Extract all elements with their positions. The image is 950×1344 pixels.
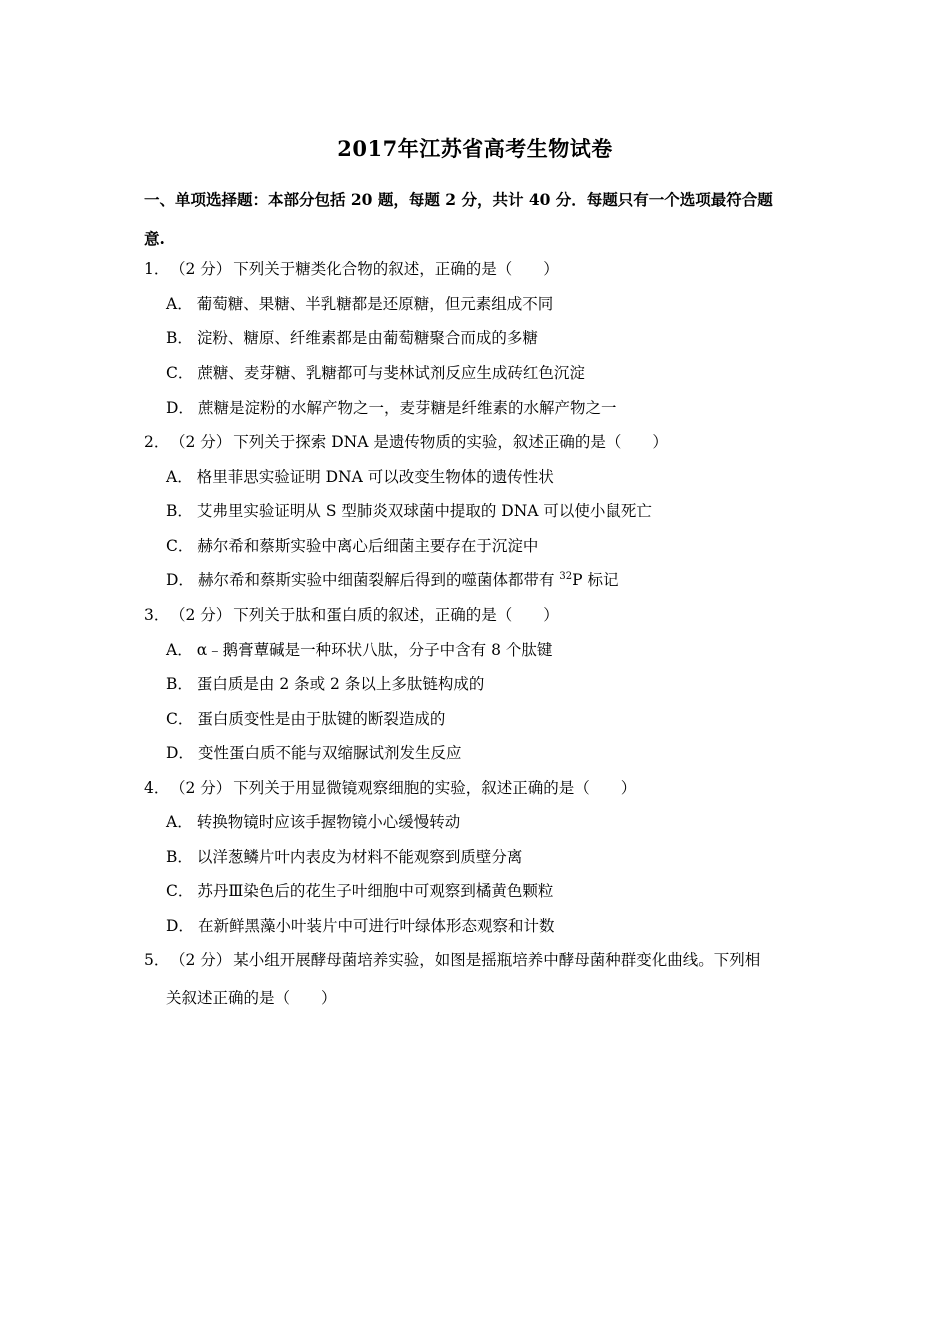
- option-letter: D．: [166, 744, 194, 762]
- option-letter: D．: [166, 917, 194, 935]
- option-text: 在新鲜黑藻小叶装片中可进行叶绿体形态观察和计数: [197, 917, 555, 935]
- option-text: 艾弗里实验证明从 S 型肺炎双球菌中提取的 DNA 可以使小鼠死亡: [196, 502, 652, 520]
- question-2: [144, 429, 814, 455]
- question-3: [144, 602, 814, 628]
- option-letter: C．: [166, 710, 194, 728]
- option-a: [166, 637, 816, 663]
- question-4: [144, 775, 814, 801]
- option-text: 赫尔希和蔡斯实验中离心后细菌主要存在于沉淀中: [197, 537, 539, 555]
- option-text: 以洋葱鳞片叶内表皮为材料不能观察到质壁分离: [196, 848, 523, 866]
- question-number: 4．: [144, 779, 170, 797]
- option-letter: C．: [166, 364, 194, 382]
- option-b: [166, 671, 816, 697]
- question-score: （2 分）: [170, 606, 232, 624]
- question-stem: 某小组开展酵母菌培养实验，如图是摇瓶培养中酵母菌种群变化曲线。下列相: [233, 951, 761, 969]
- option-letter: B．: [166, 329, 193, 347]
- option-text: 淀粉、糖原、纤维素都是由葡萄糖聚合而成的多糖: [196, 329, 538, 347]
- option-b: [166, 498, 816, 524]
- question-stem: 下列关于用显微镜观察细胞的实验，叙述正确的是（ ）: [233, 779, 637, 797]
- page-title: 2017年江苏省高考生物试卷: [337, 136, 613, 161]
- option-letter: C．: [166, 882, 194, 900]
- option-letter: B．: [166, 502, 193, 520]
- option-b: [166, 844, 816, 870]
- option-text: 转换物镜时应该手握物镜小心缓慢转动: [196, 813, 461, 831]
- option-text-before: 赫尔希和蔡斯实验中细菌裂解后得到的噬菌体都带有: [197, 571, 560, 589]
- option-letter: C．: [166, 537, 194, 555]
- question-stem: 下列关于糖类化合物的叙述，正确的是（ ）: [233, 260, 559, 278]
- question-score: （2 分）: [170, 260, 232, 278]
- option-c: [166, 533, 816, 559]
- option-letter: D．: [166, 571, 194, 589]
- question-stem: 下列关于肽和蛋白质的叙述，正确的是（ ）: [233, 606, 559, 624]
- option-a: [166, 291, 816, 317]
- question-1: [144, 256, 814, 282]
- question-number: 3．: [144, 606, 170, 624]
- option-text: 蛋白质变性是由于肽键的断裂造成的: [197, 710, 446, 728]
- option-text: 葡萄糖、果糖、半乳糖都是还原糖，但元素组成不同: [196, 295, 554, 313]
- option-b: [166, 325, 816, 351]
- isotope-superscript: 32: [559, 571, 573, 582]
- question-5: [144, 947, 814, 973]
- option-text: 蔗糖是淀粉的水解产物之一，麦芽糖是纤维素的水解产物之一: [197, 399, 617, 417]
- option-d: [166, 913, 816, 939]
- section-heading: [144, 183, 814, 255]
- option-d: [166, 740, 816, 766]
- question-number: 2．: [144, 433, 170, 451]
- option-letter: D．: [166, 399, 194, 417]
- option-c: [166, 878, 816, 904]
- section-heading-line2: 意.: [144, 229, 165, 248]
- option-c: [166, 360, 816, 386]
- question-score: （2 分）: [170, 779, 232, 797]
- option-text: 变性蛋白质不能与双缩脲试剂发生反应: [197, 744, 462, 762]
- question-stem-continuation: 关叙述正确的是（ ）: [166, 989, 337, 1007]
- option-letter: A．: [166, 813, 193, 831]
- option-d: [166, 567, 816, 593]
- option-text: 蛋白质是由 2 条或 2 条以上多肽链构成的: [196, 675, 485, 693]
- question-score: （2 分）: [170, 951, 232, 969]
- option-c: [166, 706, 816, 732]
- question-number: 1．: [144, 260, 170, 278]
- option-text-after: P 标记: [572, 571, 619, 589]
- option-a: [166, 464, 816, 490]
- question-stem: 下列关于探索 DNA 是遗传物质的实验，叙述正确的是（ ）: [233, 433, 668, 451]
- option-text: 苏丹Ⅲ染色后的花生子叶细胞中可观察到橘黄色颗粒: [197, 882, 554, 900]
- option-letter: B．: [166, 675, 193, 693]
- option-a: [166, 809, 816, 835]
- option-text: α﹣鹅膏蕈碱是一种环状八肽，分子中含有 8 个肽键: [196, 641, 553, 659]
- question-number: 5．: [144, 951, 170, 969]
- option-text: 格里菲思实验证明 DNA 可以改变生物体的遗传性状: [196, 468, 554, 486]
- option-letter: B．: [166, 848, 193, 866]
- section-heading-line1: 一、单项选择题：本部分包括 20 题，每题 2 分，共计 40 分．每题只有一个选项最符合题: [144, 190, 773, 209]
- option-letter: A．: [166, 295, 193, 313]
- option-d: [166, 395, 816, 421]
- question-score: （2 分）: [170, 433, 232, 451]
- option-letter: A．: [166, 468, 193, 486]
- option-letter: A．: [166, 641, 193, 659]
- option-text: 蔗糖、麦芽糖、乳糖都可与斐林试剂反应生成砖红色沉淀: [197, 364, 585, 382]
